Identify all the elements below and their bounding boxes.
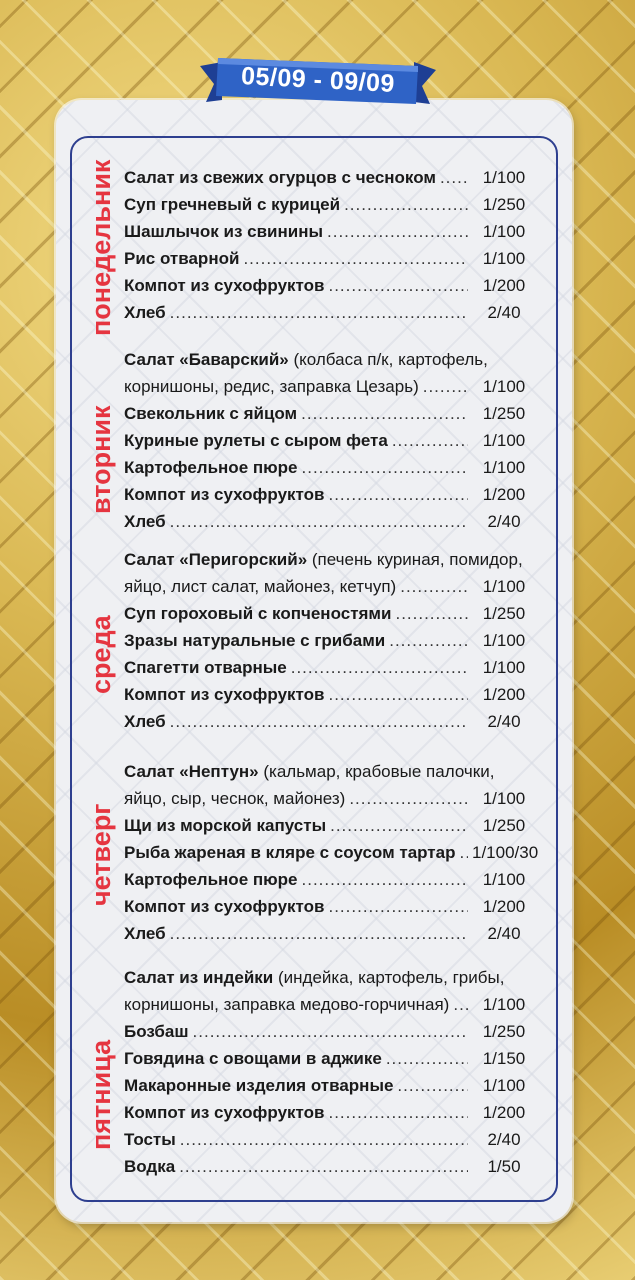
salad-line: Салат «Нептун» (кальмар, крабовые палочки,: [124, 762, 495, 781]
salad-line: Салат из индейки (индейка, картофель, грибы,: [124, 968, 505, 987]
menu-item: Хлеб ..... 2/40: [124, 303, 536, 330]
menu-item: Рыба жареная в кляре с соусом тартар ..... 1/100/30: [124, 843, 536, 870]
menu-item: Бозбаш ..... 1/250: [124, 1022, 536, 1049]
day-label-tuesday: вторник: [86, 405, 116, 514]
menu-item: Тосты ..... 2/40: [124, 1130, 536, 1157]
menu-item: яйцо, лист салат, майонез, кетчуп) ..... 1/100: [124, 577, 536, 604]
menu-item: яйцо, сыр, чеснок, майонез) ..... 1/100: [124, 789, 536, 816]
menu-item: корнишоны, заправка медово-горчичная) ..... 1/100: [124, 995, 536, 1022]
menu-item: Водка ..... 1/50: [124, 1157, 536, 1184]
menu-item: Компот из сухофруктов ..... 1/200: [124, 485, 536, 512]
menu-item: Хлеб ..... 2/40: [124, 924, 536, 951]
menu-item: Суп гороховый с копченостями ..... 1/250: [124, 604, 536, 631]
date-range: 05/09 - 09/09: [240, 61, 396, 99]
menu-item: Спагетти отварные ..... 1/100: [124, 658, 536, 685]
salad-line: Салат «Перигорский» (печень куриная, помидор,: [124, 550, 523, 569]
day-label-thursday: четверг: [86, 803, 116, 906]
menu-item: Компот из сухофруктов ..... 1/200: [124, 685, 536, 712]
menu-item: Картофельное пюре ..... 1/100: [124, 458, 536, 485]
menu-item: Хлеб ..... 2/40: [124, 512, 536, 539]
date-ribbon: [200, 56, 436, 106]
day-section-wednesday: [124, 550, 536, 739]
menu-item: Суп гречневый с курицей ..... 1/250: [124, 195, 536, 222]
menu-item: Хлеб ..... 2/40: [124, 712, 536, 739]
menu-item: Зразы натуральные с грибами ..... 1/100: [124, 631, 536, 658]
day-label-friday: пятница: [86, 1039, 116, 1150]
menu-item: Картофельное пюре ..... 1/100: [124, 870, 536, 897]
menu-item: Щи из морской капусты ..... 1/250: [124, 816, 536, 843]
menu-item: Рис отварной ..... 1/100: [124, 249, 536, 276]
menu-item: Шашлычок из свинины ..... 1/100: [124, 222, 536, 249]
menu-item: Салат из свежих огурцов с чесноком ..... 1/100: [124, 168, 536, 195]
menu-item: Компот из сухофруктов ..... 1/200: [124, 276, 536, 303]
menu-item: Куриные рулеты с сыром фета ..... 1/100: [124, 431, 536, 458]
menu-item: Говядина с овощами в аджике ..... 1/150: [124, 1049, 536, 1076]
menu-item: корнишоны, редис, заправка Цезарь) ..... 1/100: [124, 377, 536, 404]
day-section-monday: [124, 168, 536, 330]
day-label-monday: понедельник: [86, 159, 116, 336]
day-section-tuesday: [124, 350, 536, 539]
menu-item: Компот из сухофруктов ..... 1/200: [124, 1103, 536, 1130]
salad-line: Салат «Баварский» (колбаса п/к, картофель,: [124, 350, 488, 369]
menu-item: Макаронные изделия отварные ..... 1/100: [124, 1076, 536, 1103]
day-label-wednesday: среда: [86, 615, 116, 694]
menu-item: Компот из сухофруктов ..... 1/200: [124, 897, 536, 924]
day-section-friday: [124, 968, 536, 1184]
menu-item: Свекольник с яйцом ..... 1/250: [124, 404, 536, 431]
day-section-thursday: [124, 762, 539, 951]
